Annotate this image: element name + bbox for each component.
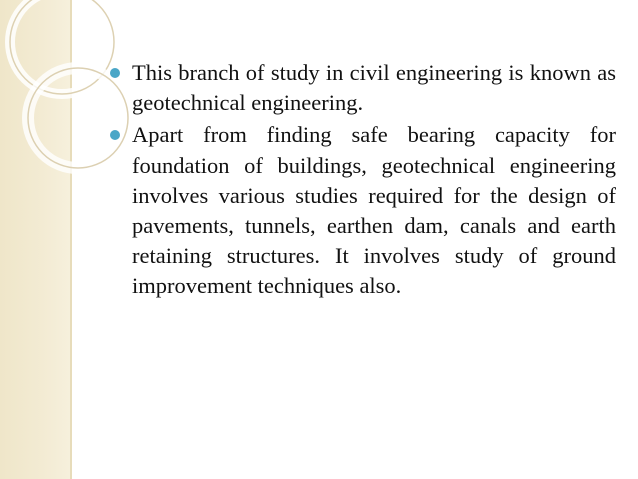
bullet-list (106, 58, 616, 304)
bullet-item (106, 120, 616, 301)
bullet-item (106, 58, 616, 118)
bullet-text: This branch of study in civil engineering is known as geotechnical engineering. (132, 60, 616, 116)
bullet-text: Apart from finding safe bearing capacity for foundation of buildings, geotechnical engineering involves various studies required for the design of pavements, tunnels, earthen dam, canals and earth retaining structures. It involves study of ground improvement techniques also. (132, 122, 616, 299)
bullet-dot-icon (110, 68, 120, 78)
bullet-dot-icon (110, 130, 120, 140)
